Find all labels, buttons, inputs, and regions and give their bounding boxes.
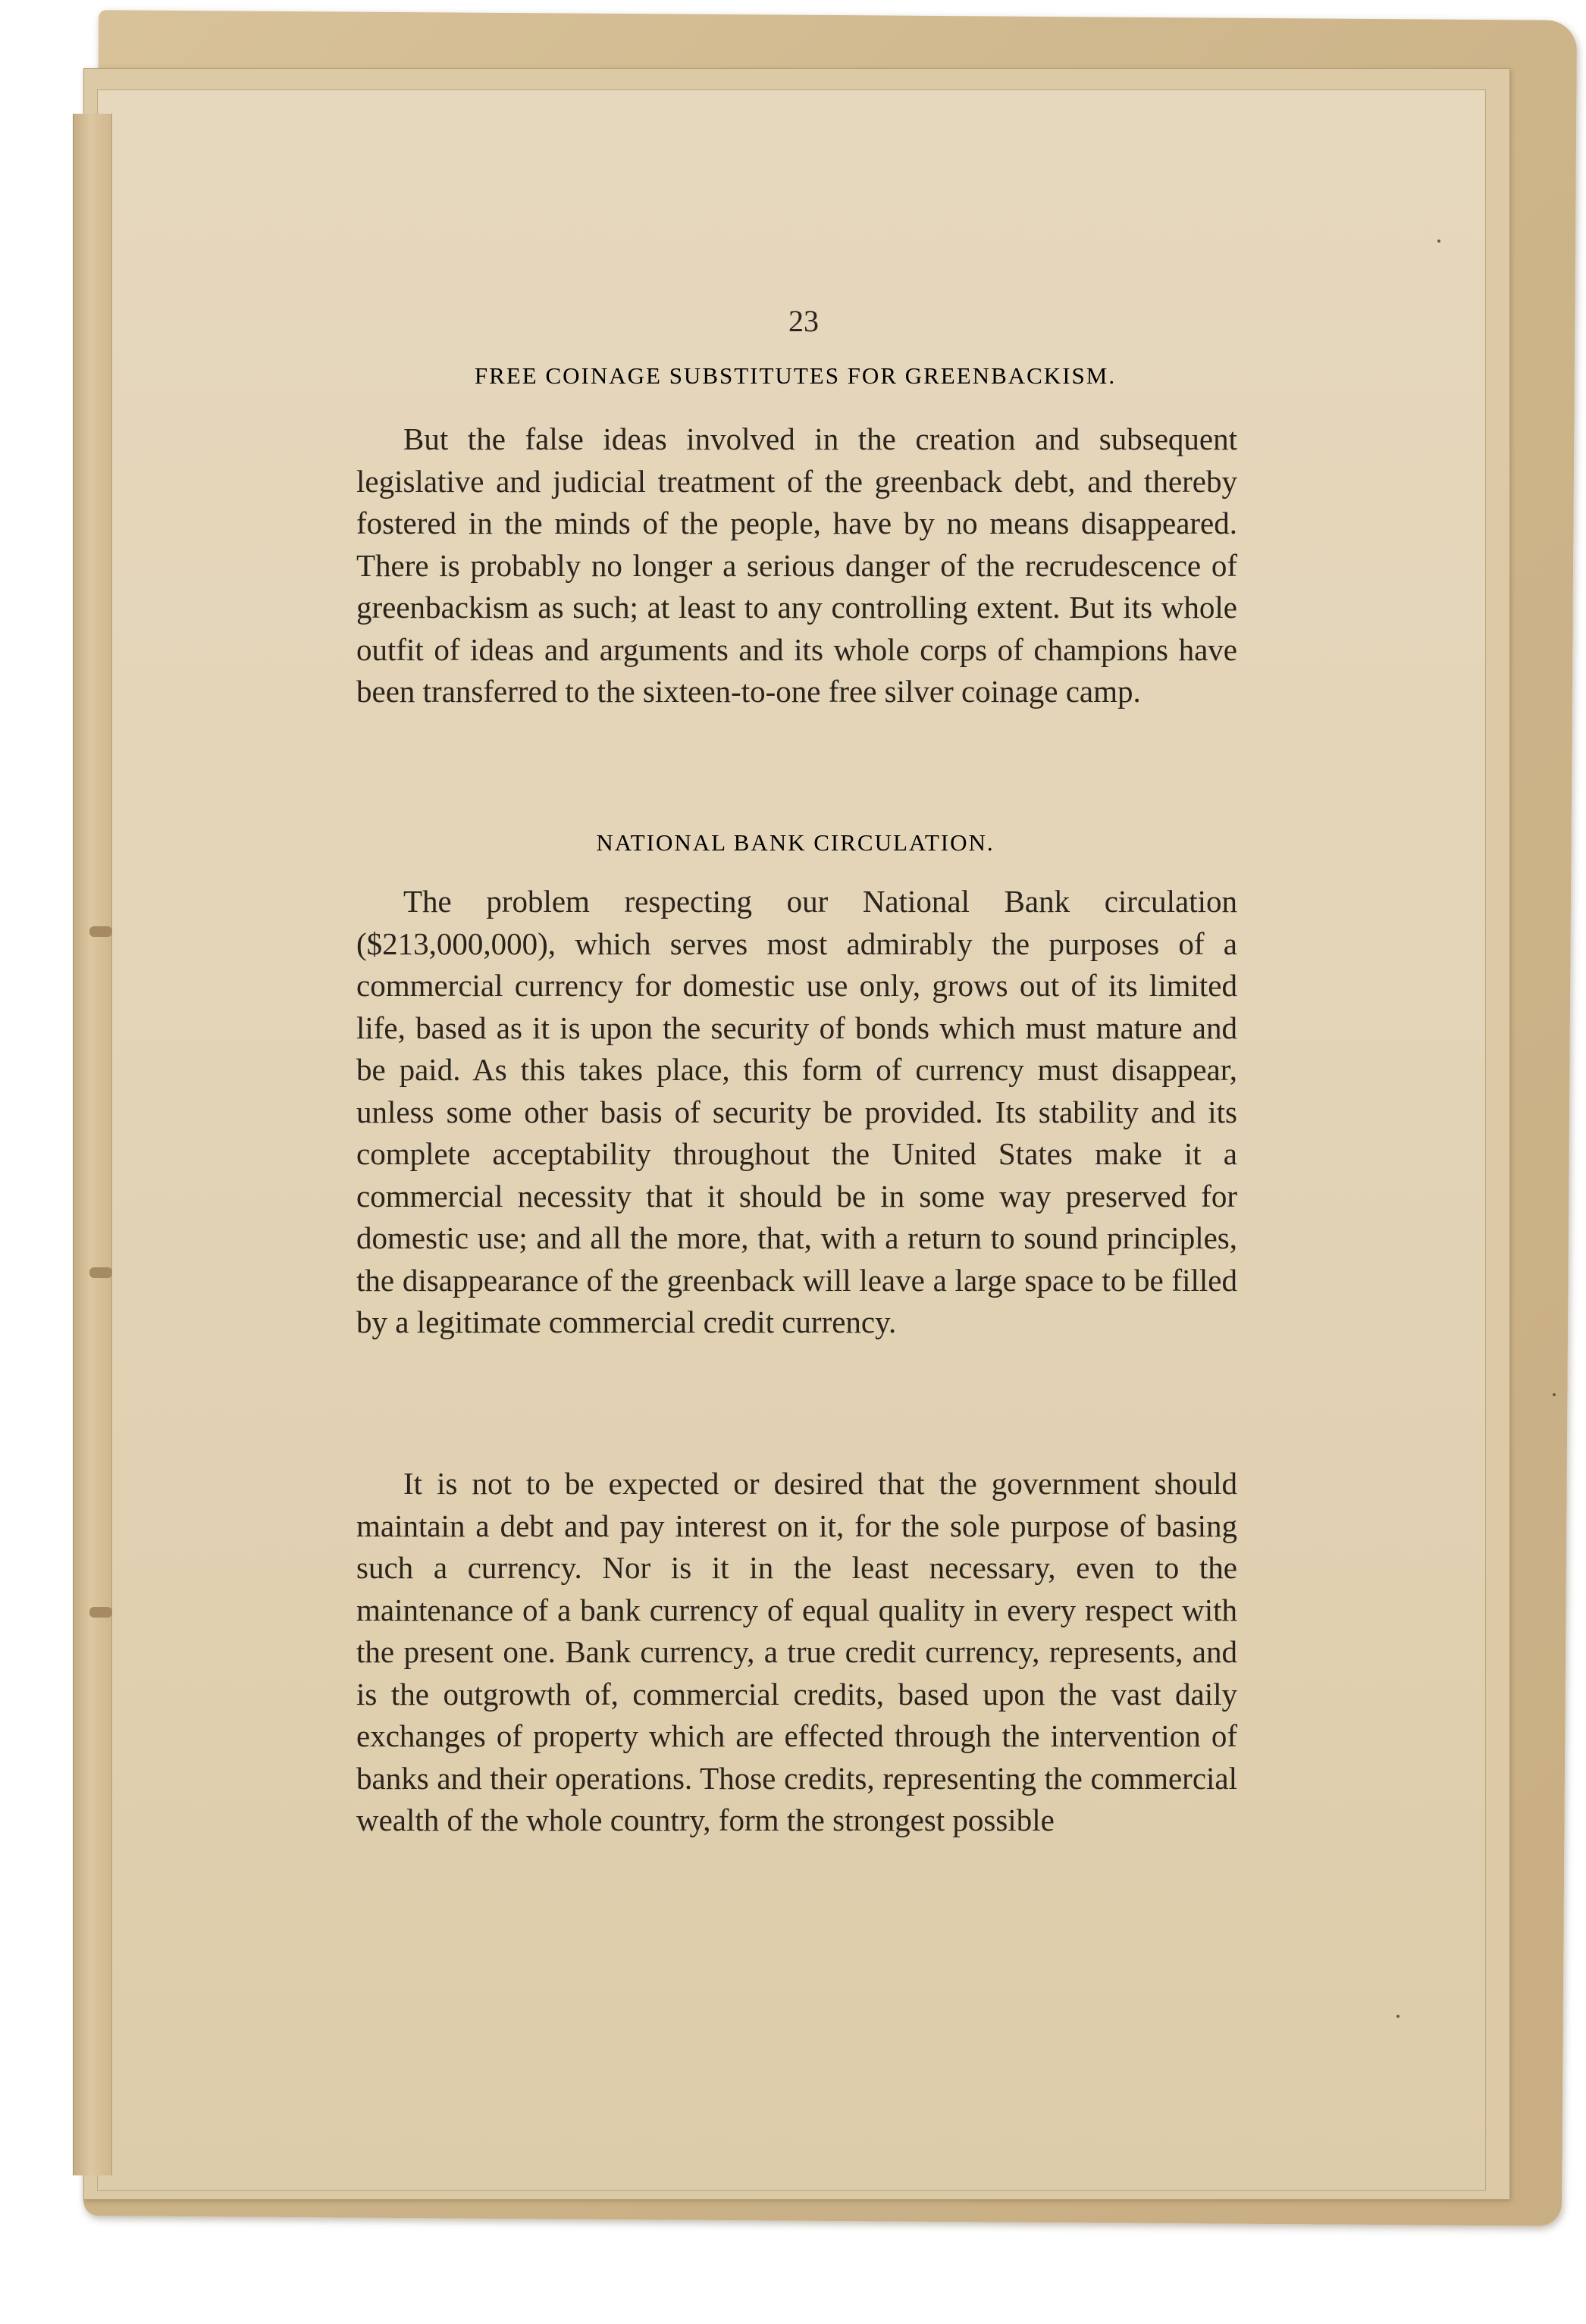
page-number: 23	[788, 304, 819, 338]
paragraph: It is not to be expected or desired that the government should maintain a debt and pay interest on it, for the sole purpose of basing such a currency. Nor is it in the least necessary, even to the maintenance of a bank currency of equal quality in every respect with the present one. Bank currency, a true credit currency, represents, and is the outgrowth of, commercial credits, based upon the vast daily exchanges of property which are effected through the intervention of banks and their operations. Those credits, representing the commercial wealth of the whole country, form the strongest possible	[356, 1466, 1237, 1837]
page-fold	[73, 114, 112, 2175]
paper-speck	[1553, 1393, 1556, 1396]
binding-stitch	[89, 1267, 112, 1278]
paragraph: The problem respecting our National Bank circulation ($213,000,000), which serves most admirably the purposes of a commercial currency for domestic use only, grows out of its limited life, based as it is upon the security of bonds which must mature and be paid. As this takes place, this form of currency must disappear, unless some other basis of security be provided. Its stability and its complete acceptability throughout the United States make it a commercial necessity that it should be in some way preserved for domestic use; and all the more, that, with a return to sound principles, the disappearance of the greenback will leave a large space to be filled by a legitimate commercial credit currency.	[356, 884, 1237, 1339]
paper-speck	[1396, 2015, 1400, 2018]
binding-stitch	[89, 926, 112, 937]
section-heading: NATIONAL BANK CIRCULATION.	[596, 829, 995, 856]
paper-speck	[1437, 240, 1440, 243]
paragraph: But the false ideas involved in the creation and subsequent legislative and judicial treatment of the greenback debt, and thereby fostered in the minds of the people, have by no means disappeared. There is probably no longer a serious danger of the recrudescence of greenbackism as such; at least to any controlling extent. But its whole outfit of ideas and arguments and its whole corps of champions have been transferred to the sixteen-to-one free silver coinage camp.	[356, 421, 1237, 709]
section-heading: FREE COINAGE SUBSTITUTES FOR GREENBACKISM.	[474, 362, 1117, 389]
binding-stitch	[89, 1607, 112, 1618]
